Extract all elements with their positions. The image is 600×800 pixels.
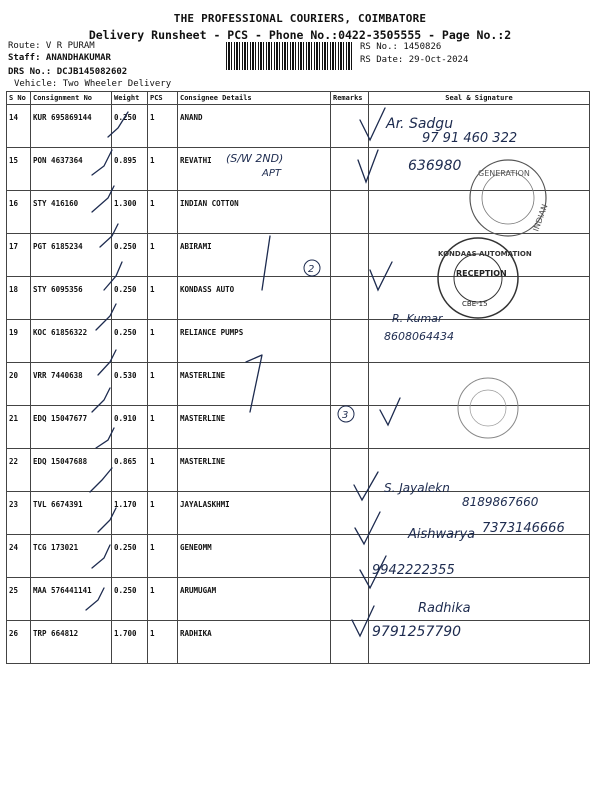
cell-remarks xyxy=(331,363,369,406)
hw-r15-note: (S/W 2ND) xyxy=(226,152,284,165)
table-header-row xyxy=(7,92,590,105)
rs-number: RS No.: 1450826 xyxy=(360,42,442,52)
cell-consignment: EDQ 15047688 xyxy=(31,449,112,492)
cell-sno: 21 xyxy=(7,406,31,449)
table-row xyxy=(7,320,590,363)
cell-pcs: 1 xyxy=(148,535,178,578)
cell-pcs: 1 xyxy=(148,148,178,191)
col-seal: Seal & Signature xyxy=(369,92,590,105)
cell-consignee: INDIAN COTTON xyxy=(178,191,331,234)
route-label: Route: V R PURAM xyxy=(8,41,95,51)
cell-remarks xyxy=(331,191,369,234)
cell-remarks xyxy=(331,277,369,320)
rs-date: RS Date: 29-Oct-2024 xyxy=(360,55,469,65)
cell-weight: 0.250 xyxy=(112,277,148,320)
cell-sno: 19 xyxy=(7,320,31,363)
cell-remarks xyxy=(331,621,369,664)
hw-r19-name: R. Kumar xyxy=(392,312,443,325)
hw-r15-note2: APT xyxy=(262,168,281,179)
stamp-city-text: CBE-15 xyxy=(462,300,488,308)
cell-consignment: KUR 695869144 xyxy=(31,105,112,148)
company-title: THE PROFESSIONAL COURIERS, COIMBATORE xyxy=(173,12,427,25)
cell-seal xyxy=(369,578,590,621)
cell-weight: 1.300 xyxy=(112,191,148,234)
hw-r18-circle: 2 xyxy=(308,264,315,275)
col-consignee: Consignee Details xyxy=(178,92,331,105)
cell-remarks xyxy=(331,148,369,191)
stamp-top-text: GENERATION xyxy=(478,169,530,178)
cell-remarks xyxy=(331,234,369,277)
cell-pcs: 1 xyxy=(148,234,178,277)
cell-remarks xyxy=(331,406,369,449)
cell-remarks xyxy=(331,449,369,492)
cell-remarks xyxy=(331,492,369,535)
cell-seal xyxy=(369,449,590,492)
cell-pcs: 1 xyxy=(148,621,178,664)
col-remarks: Remarks xyxy=(331,92,369,105)
cell-pcs: 1 xyxy=(148,449,178,492)
table-row xyxy=(7,535,590,578)
cell-consignment: KOC 61856322 xyxy=(31,320,112,363)
cell-consignee: GENEOMM xyxy=(178,535,331,578)
cell-weight: 0.250 xyxy=(112,234,148,277)
cell-sno: 17 xyxy=(7,234,31,277)
hw-r25-phone: 9942222355 xyxy=(372,563,455,578)
runsheet-subtitle: Delivery Runsheet - PCS - Phone No.:0422-3505555 - Page No.:2 xyxy=(88,28,512,42)
delivery-table xyxy=(6,91,590,664)
hw-r26-name: Radhika xyxy=(418,601,471,616)
cell-sno: 25 xyxy=(7,578,31,621)
cell-weight: 0.250 xyxy=(112,578,148,621)
cell-remarks xyxy=(331,578,369,621)
hw-r21-circle: 3 xyxy=(342,410,349,421)
cell-sno: 16 xyxy=(7,191,31,234)
cell-pcs: 1 xyxy=(148,492,178,535)
cell-consignee: RELIANCE PUMPS xyxy=(178,320,331,363)
cell-consignment: STY 6095356 xyxy=(31,277,112,320)
table-row xyxy=(7,363,590,406)
cell-sno: 22 xyxy=(7,449,31,492)
cell-consignment: PGT 6185234 xyxy=(31,234,112,277)
table-row xyxy=(7,621,590,664)
table-row xyxy=(7,406,590,449)
cell-seal xyxy=(369,535,590,578)
table-row xyxy=(7,105,590,148)
cell-consignment: VRR 7440638 xyxy=(31,363,112,406)
cell-seal xyxy=(369,234,590,277)
cell-weight: 0.530 xyxy=(112,363,148,406)
cell-consignee: RADHIKA xyxy=(178,621,331,664)
cell-consignee: REVATHI xyxy=(178,148,331,191)
table-row xyxy=(7,148,590,191)
cell-seal xyxy=(369,320,590,363)
cell-weight: 0.865 xyxy=(112,449,148,492)
hw-r23-phone: 8189867660 xyxy=(462,495,539,509)
cell-pcs: 1 xyxy=(148,191,178,234)
cell-consignment: PON 4637364 xyxy=(31,148,112,191)
hw-r14-name: Ar. Sadgu xyxy=(386,116,454,132)
cell-consignee: MASTERLINE xyxy=(178,406,331,449)
col-sno: S No xyxy=(7,92,31,105)
cell-sno: 14 xyxy=(7,105,31,148)
hw-r15-phone: 636980 xyxy=(408,158,462,174)
hw-r23-name: S. Jayalekn xyxy=(384,481,450,495)
cell-weight: 0.910 xyxy=(112,406,148,449)
cell-consignee: ARUMUGAM xyxy=(178,578,331,621)
cell-seal xyxy=(369,148,590,191)
cell-seal xyxy=(369,363,590,406)
cell-weight: 1.170 xyxy=(112,492,148,535)
cell-seal xyxy=(369,191,590,234)
cell-seal xyxy=(369,277,590,320)
table-row xyxy=(7,191,590,234)
vehicle-label: Vehicle: Two Wheeler Delivery xyxy=(14,79,172,89)
cell-seal xyxy=(369,105,590,148)
hw-r19-phone: 8608064434 xyxy=(384,330,454,343)
cell-consignment: TVL 6674391 xyxy=(31,492,112,535)
hw-r14-phone: 97 91 460 322 xyxy=(422,131,518,146)
table-row xyxy=(7,449,590,492)
cell-weight: 0.250 xyxy=(112,535,148,578)
hw-r24-name: Aishwarya xyxy=(408,527,476,542)
cell-weight: 0.250 xyxy=(112,320,148,363)
staff-label: Staff: ANANDHAKUMAR xyxy=(8,53,111,63)
table-row xyxy=(7,492,590,535)
hw-r24-phone: 7373146666 xyxy=(482,521,565,536)
cell-consignment: MAA 576441141 xyxy=(31,578,112,621)
stamp-center-text: RECEPTION xyxy=(456,269,507,278)
cell-seal xyxy=(369,621,590,664)
cell-consignment: STY 416160 xyxy=(31,191,112,234)
cell-consignee: KONDASS AUTO xyxy=(178,277,331,320)
col-consignment: Consignment No xyxy=(31,92,112,105)
cell-sno: 15 xyxy=(7,148,31,191)
cell-sno: 24 xyxy=(7,535,31,578)
cell-sno: 20 xyxy=(7,363,31,406)
cell-weight: 0.895 xyxy=(112,148,148,191)
cell-pcs: 1 xyxy=(148,406,178,449)
cell-pcs: 1 xyxy=(148,578,178,621)
cell-consignment: TRP 664812 xyxy=(31,621,112,664)
cell-remarks xyxy=(331,320,369,363)
stamp-side-text: INDIAN xyxy=(531,202,550,233)
hw-r26-phone: 9791257790 xyxy=(372,624,462,640)
cell-pcs: 1 xyxy=(148,105,178,148)
cell-pcs: 1 xyxy=(148,320,178,363)
cell-sno: 26 xyxy=(7,621,31,664)
cell-consignee: MASTERLINE xyxy=(178,363,331,406)
cell-seal xyxy=(369,492,590,535)
cell-consignment: TCG 173021 xyxy=(31,535,112,578)
cell-consignment: EDQ 15047677 xyxy=(31,406,112,449)
cell-consignee: ANAND xyxy=(178,105,331,148)
cell-sno: 23 xyxy=(7,492,31,535)
cell-consignee: MASTERLINE xyxy=(178,449,331,492)
cell-remarks xyxy=(331,535,369,578)
cell-consignee: JAYALASKHMI xyxy=(178,492,331,535)
table-row xyxy=(7,277,590,320)
cell-pcs: 1 xyxy=(148,363,178,406)
cell-remarks xyxy=(331,105,369,148)
table-row xyxy=(7,578,590,621)
barcode xyxy=(226,42,352,70)
col-weight: Weight xyxy=(112,92,148,105)
cell-sno: 18 xyxy=(7,277,31,320)
cell-weight: 0.250 xyxy=(112,105,148,148)
cell-weight: 1.700 xyxy=(112,621,148,664)
cell-consignee: ABIRAMI xyxy=(178,234,331,277)
cell-pcs: 1 xyxy=(148,277,178,320)
cell-seal xyxy=(369,406,590,449)
table-row xyxy=(7,234,590,277)
col-pcs: PCS xyxy=(148,92,178,105)
drs-label: DRS No.: DCJB145082602 xyxy=(8,67,128,77)
stamp-ring-text: KONDAAS AUTOMATION xyxy=(438,250,532,258)
